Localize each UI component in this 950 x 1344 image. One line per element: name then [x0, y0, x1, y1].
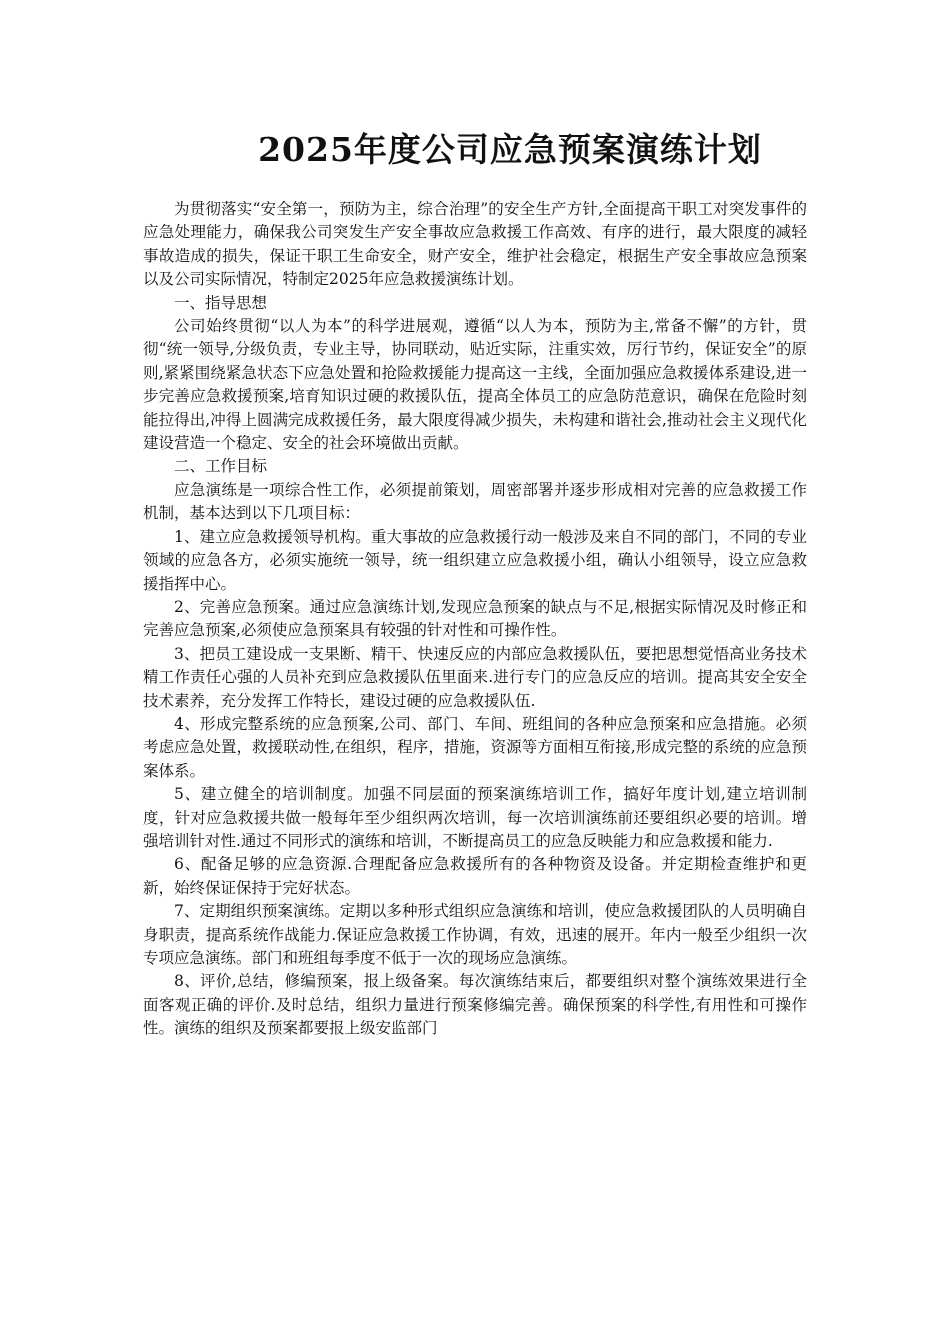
goal-item-2: 2、完善应急预案。通过应急演练计划,发现应急预案的缺点与不足,根据实际情况及时修正和完善应急预案,必须使应急预案具有较强的针对性和可操作性。	[143, 597, 807, 640]
goal-item-5: 5、建立健全的培训制度。加强不同层面的预案演练培训工作，搞好年度计划,建立培训制度，针对应急救援共做一般每年至少组织两次培训，每一次培训演练前还要组织必要的培训。增强培训针对性.通过不同形式的演练和培训，不断提高员工的应急反映能力和应急救援和能力.	[143, 785, 807, 850]
goal-item-7: 7、定期组织预案演练。定期以多种形式组织应急演练和培训，使应急救援团队的人员明确自身职责，提高系统作战能力.保证应急救援工作协调，有效，迅速的展开。年内一般至少组织一次专项应急演练。部门和班组每季度不低于一次的现场应急演练。	[143, 902, 807, 967]
intro-paragraph: 为贯彻落实“安全第一，预防为主，综合治理”的安全生产方针,全面提高干职工对突发事件的应急处理能力，确保我公司突发生产安全事故应急救援工作高效、有序的进行，最大限度的减轻事故造成的损失，保证干职工生命安全，财产安全，维护社会稳定，根据生产安全事故应急预案以及公司实际情况，特制定2025年应急救援演练计划。	[143, 200, 807, 289]
goal-item-8: 8、评价,总结，修编预案，报上级备案。每次演练结束后，都要组织对整个演练效果进行全面客观正确的评价.及时总结，组织力量进行预案修编完善。确保预案的科学性,有用性和可操作性。演练的组织及预案都要报上级安监部门	[143, 972, 807, 1038]
document-title: 2025年度公司应急预案演练计划	[258, 130, 762, 169]
goal-item-6: 6、配备足够的应急资源.合理配备应急救援所有的各种物资及设备。并定期检查维护和更新，始终保证保持于完好状态。	[143, 855, 807, 897]
goal-item-4: 4、形成完整系统的应急预案,公司、部门、车间、班组间的各种应急预案和应急措施。必须考虑应急处置，救援联动性,在组织，程序，措施，资源等方面相互衔接,形成完整的系统的应急预案体系。	[143, 714, 807, 780]
goal-item-3: 3、把员工建设成一支果断、精干、快速反应的内部应急救援队伍，要把思想觉悟高业务技术精工作责任心强的人员补充到应急救援队伍里面来.进行专门的应急反应的培训。提高其安全安全技术素养，充分发挥工作特长，建设过硬的应急救援队伍.	[143, 644, 807, 710]
goal-item-1: 1、建立应急救援领导机构。重大事故的应急救援行动一般涉及来自不同的部门，不同的专业领域的应急各方，必须实施统一领导，统一组织建立应急救援小组，确认小组领导，设立应急救援指挥中心。	[143, 527, 807, 593]
section-heading-work-goals: 二、工作目标	[174, 457, 268, 476]
section-heading-guiding-ideology: 一、指导思想	[174, 293, 268, 312]
guiding-ideology-paragraph: 公司始终贯彻“以人为本”的科学进展观，遵循“以人为本，预防为主,常备不懈”的方针，贯彻“统一领导,分级负责，专业主导，协同联动，贴近实际，注重实效，厉行节约，保证安全”的原则,紧紧围绕紧急状态下应急处置和抢险救援能力提高这一主线，全面加强应急救援体系建设,进一步完善应急救援预案,培育知识过硬的救援队伍，提高全体员工的应急防范意识，确保在危险时刻能拉得出,冲得上圆满完成救援任务，最大限度得减少损失，未构建和谐社会,推动社会主义现代化建设营造一个稳定、安全的社会环境做出贡献。	[143, 317, 807, 453]
work-goals-intro-paragraph: 应急演练是一项综合性工作，必须提前策划，周密部署并逐步形成相对完善的应急救援工作机制，基本达到以下几项目标：	[143, 480, 807, 523]
document-body	[143, 198, 807, 1041]
